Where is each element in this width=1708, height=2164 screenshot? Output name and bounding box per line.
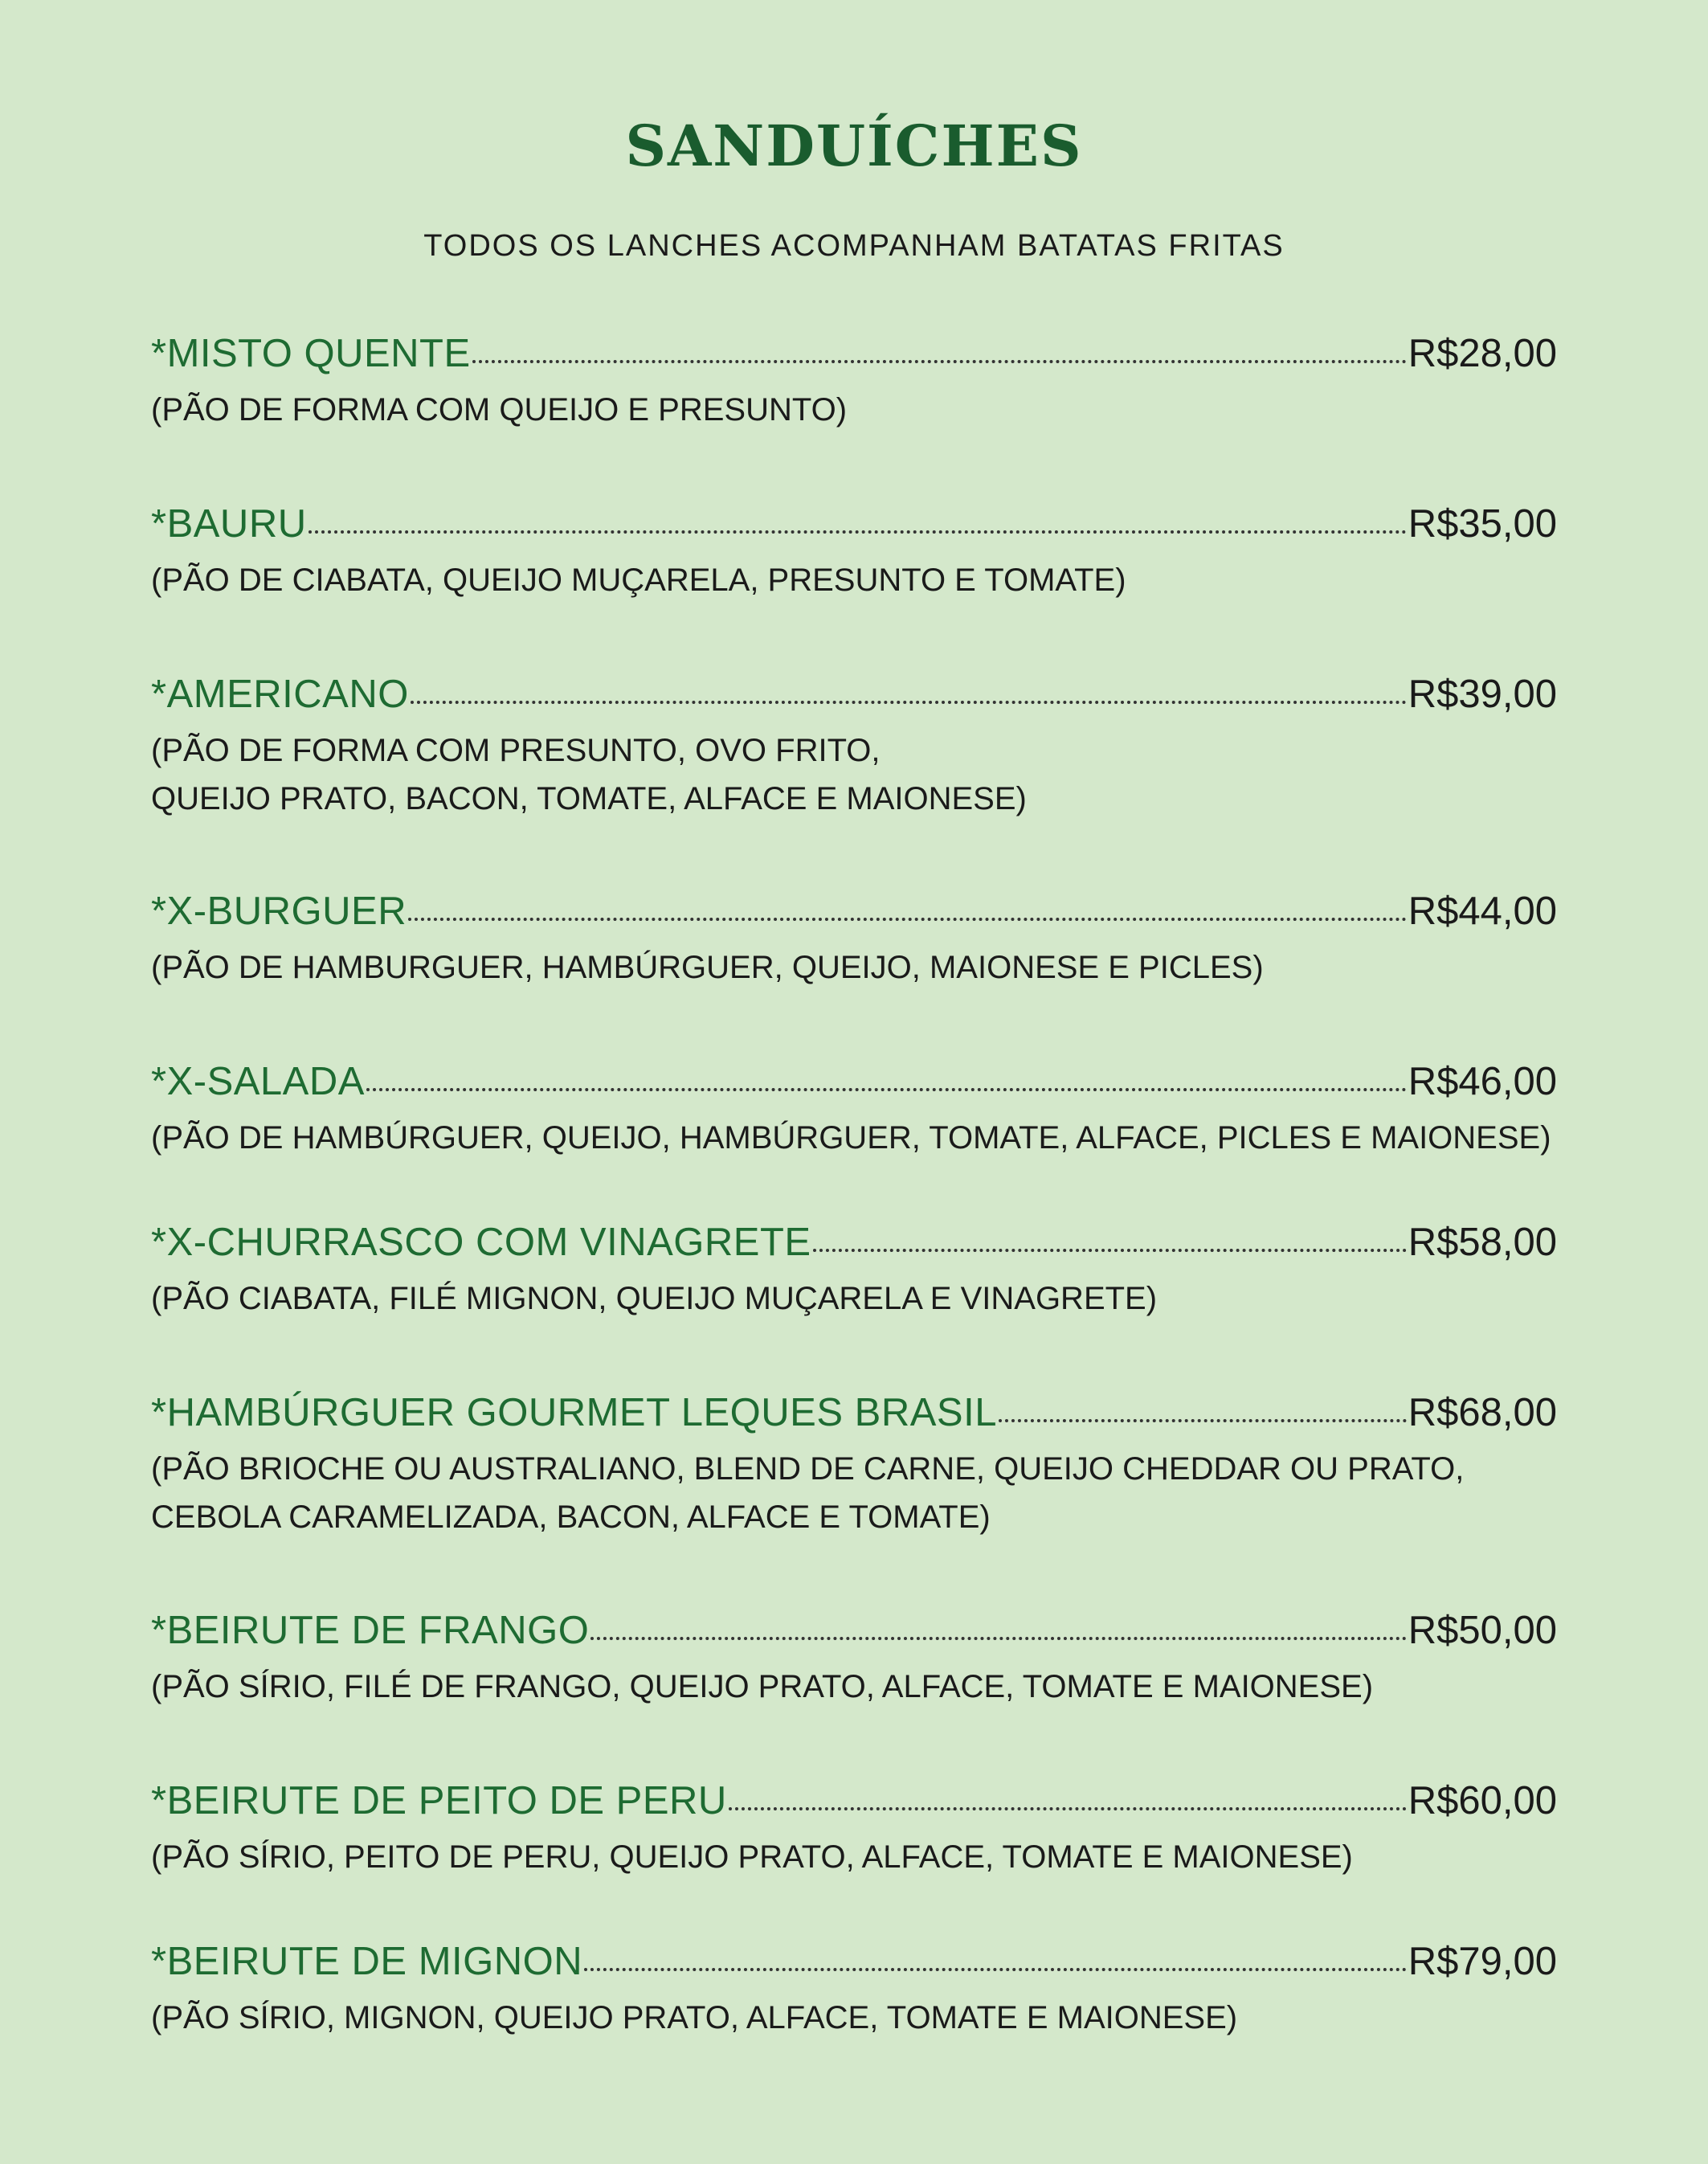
menu-item-line xyxy=(151,1608,1557,1659)
dot-leader xyxy=(729,1799,1407,1810)
menu-item xyxy=(151,1220,1557,1323)
dot-leader xyxy=(411,693,1407,704)
menu-item xyxy=(151,501,1557,604)
menu-item-line xyxy=(151,672,1557,723)
menu-item-description: (PÃO DE HAMBURGUER, HAMBÚRGUER, QUEIJO, MAIONESE E PICLES) xyxy=(151,950,1264,985)
menu-item-description: (PÃO DE FORMA COM PRESUNTO, OVO FRITO, xyxy=(151,733,881,768)
dot-leader xyxy=(999,1411,1407,1422)
menu-item-line xyxy=(151,501,1557,553)
menu-item-description: (PÃO CIABATA, FILÉ MIGNON, QUEIJO MUÇARELA E VINAGRETE) xyxy=(151,1281,1158,1316)
menu-item-line xyxy=(151,331,1557,382)
menu-item-name: *X-BURGUER xyxy=(151,890,407,933)
dot-leader xyxy=(408,910,1407,921)
menu-item-description: (PÃO DE HAMBÚRGUER, QUEIJO, HAMBÚRGUER, TOMATE, ALFACE, PICLES E MAIONESE) xyxy=(151,1120,1551,1156)
menu-item-name: *BEIRUTE DE MIGNON xyxy=(151,1940,583,1983)
page-subtitle: TODOS OS LANCHES ACOMPANHAM BATATAS FRITAS xyxy=(423,229,1285,263)
menu-item-description-line-2: CEBOLA CARAMELIZADA, BACON, ALFACE E TOMATE) xyxy=(151,1499,991,1535)
menu-item-name: *BEIRUTE DE PEITO DE PERU xyxy=(151,1779,727,1822)
menu-item-description: (PÃO SÍRIO, MIGNON, QUEIJO PRATO, ALFACE, TOMATE E MAIONESE) xyxy=(151,2000,1238,2035)
menu-item xyxy=(151,1608,1557,1711)
menu-item-description: (PÃO DE CIABATA, QUEIJO MUÇARELA, PRESUNTO E TOMATE) xyxy=(151,562,1126,598)
menu-item xyxy=(151,331,1557,434)
menu-item-price: R$58,00 xyxy=(1408,1221,1557,1264)
menu-item-line xyxy=(151,1939,1557,1990)
page-title: SANDUÍCHES xyxy=(625,112,1083,179)
menu-item-price: R$44,00 xyxy=(1408,890,1557,933)
menu-item-name: *BAURU xyxy=(151,502,307,546)
menu-item-name: *X-CHURRASCO COM VINAGRETE xyxy=(151,1221,811,1264)
menu-item-description-line-2: QUEIJO PRATO, BACON, TOMATE, ALFACE E MAIONESE) xyxy=(151,781,1027,816)
dot-leader xyxy=(813,1241,1407,1252)
menu-item-name: *X-SALADA xyxy=(151,1060,365,1103)
dot-leader xyxy=(366,1080,1407,1091)
menu-item-description: (PÃO SÍRIO, FILÉ DE FRANGO, QUEIJO PRATO, ALFACE, TOMATE E MAIONESE) xyxy=(151,1669,1374,1704)
menu-item xyxy=(151,672,1557,823)
menu-item-price: R$39,00 xyxy=(1408,673,1557,716)
menu-item-line xyxy=(151,889,1557,940)
menu-item-price: R$60,00 xyxy=(1408,1779,1557,1822)
menu-item-line xyxy=(151,1778,1557,1830)
menu-item-line xyxy=(151,1390,1557,1442)
menu-item-price: R$68,00 xyxy=(1408,1391,1557,1434)
menu-item xyxy=(151,1939,1557,2042)
menu-item-name: *HAMBÚRGUER GOURMET LEQUES BRASIL xyxy=(151,1391,997,1434)
menu-item-description: (PÃO BRIOCHE OU AUSTRALIANO, BLEND DE CARNE, QUEIJO CHEDDAR OU PRATO, xyxy=(151,1451,1465,1487)
dot-leader xyxy=(309,522,1407,534)
dot-leader xyxy=(584,1960,1407,1971)
menu-item-price: R$46,00 xyxy=(1408,1060,1557,1103)
menu-item-price: R$35,00 xyxy=(1408,502,1557,546)
menu-item-name: *MISTO QUENTE xyxy=(151,332,471,375)
menu-item xyxy=(151,1778,1557,1881)
menu-item-description: (PÃO SÍRIO, PEITO DE PERU, QUEIJO PRATO, ALFACE, TOMATE E MAIONESE) xyxy=(151,1839,1353,1875)
dot-leader xyxy=(472,352,1407,363)
menu-item-price: R$79,00 xyxy=(1408,1940,1557,1983)
menu-item xyxy=(151,1059,1557,1162)
dot-leader xyxy=(590,1629,1406,1640)
menu-item-name: *AMERICANO xyxy=(151,673,409,716)
menu-item-price: R$50,00 xyxy=(1408,1609,1557,1652)
menu-item-price: R$28,00 xyxy=(1408,332,1557,375)
menu-item-line xyxy=(151,1059,1557,1111)
menu-item xyxy=(151,889,1557,992)
menu-item-description: (PÃO DE FORMA COM QUEIJO E PRESUNTO) xyxy=(151,392,848,427)
menu-item-line xyxy=(151,1220,1557,1271)
menu-item-name: *BEIRUTE DE FRANGO xyxy=(151,1609,590,1652)
menu-item xyxy=(151,1390,1557,1541)
